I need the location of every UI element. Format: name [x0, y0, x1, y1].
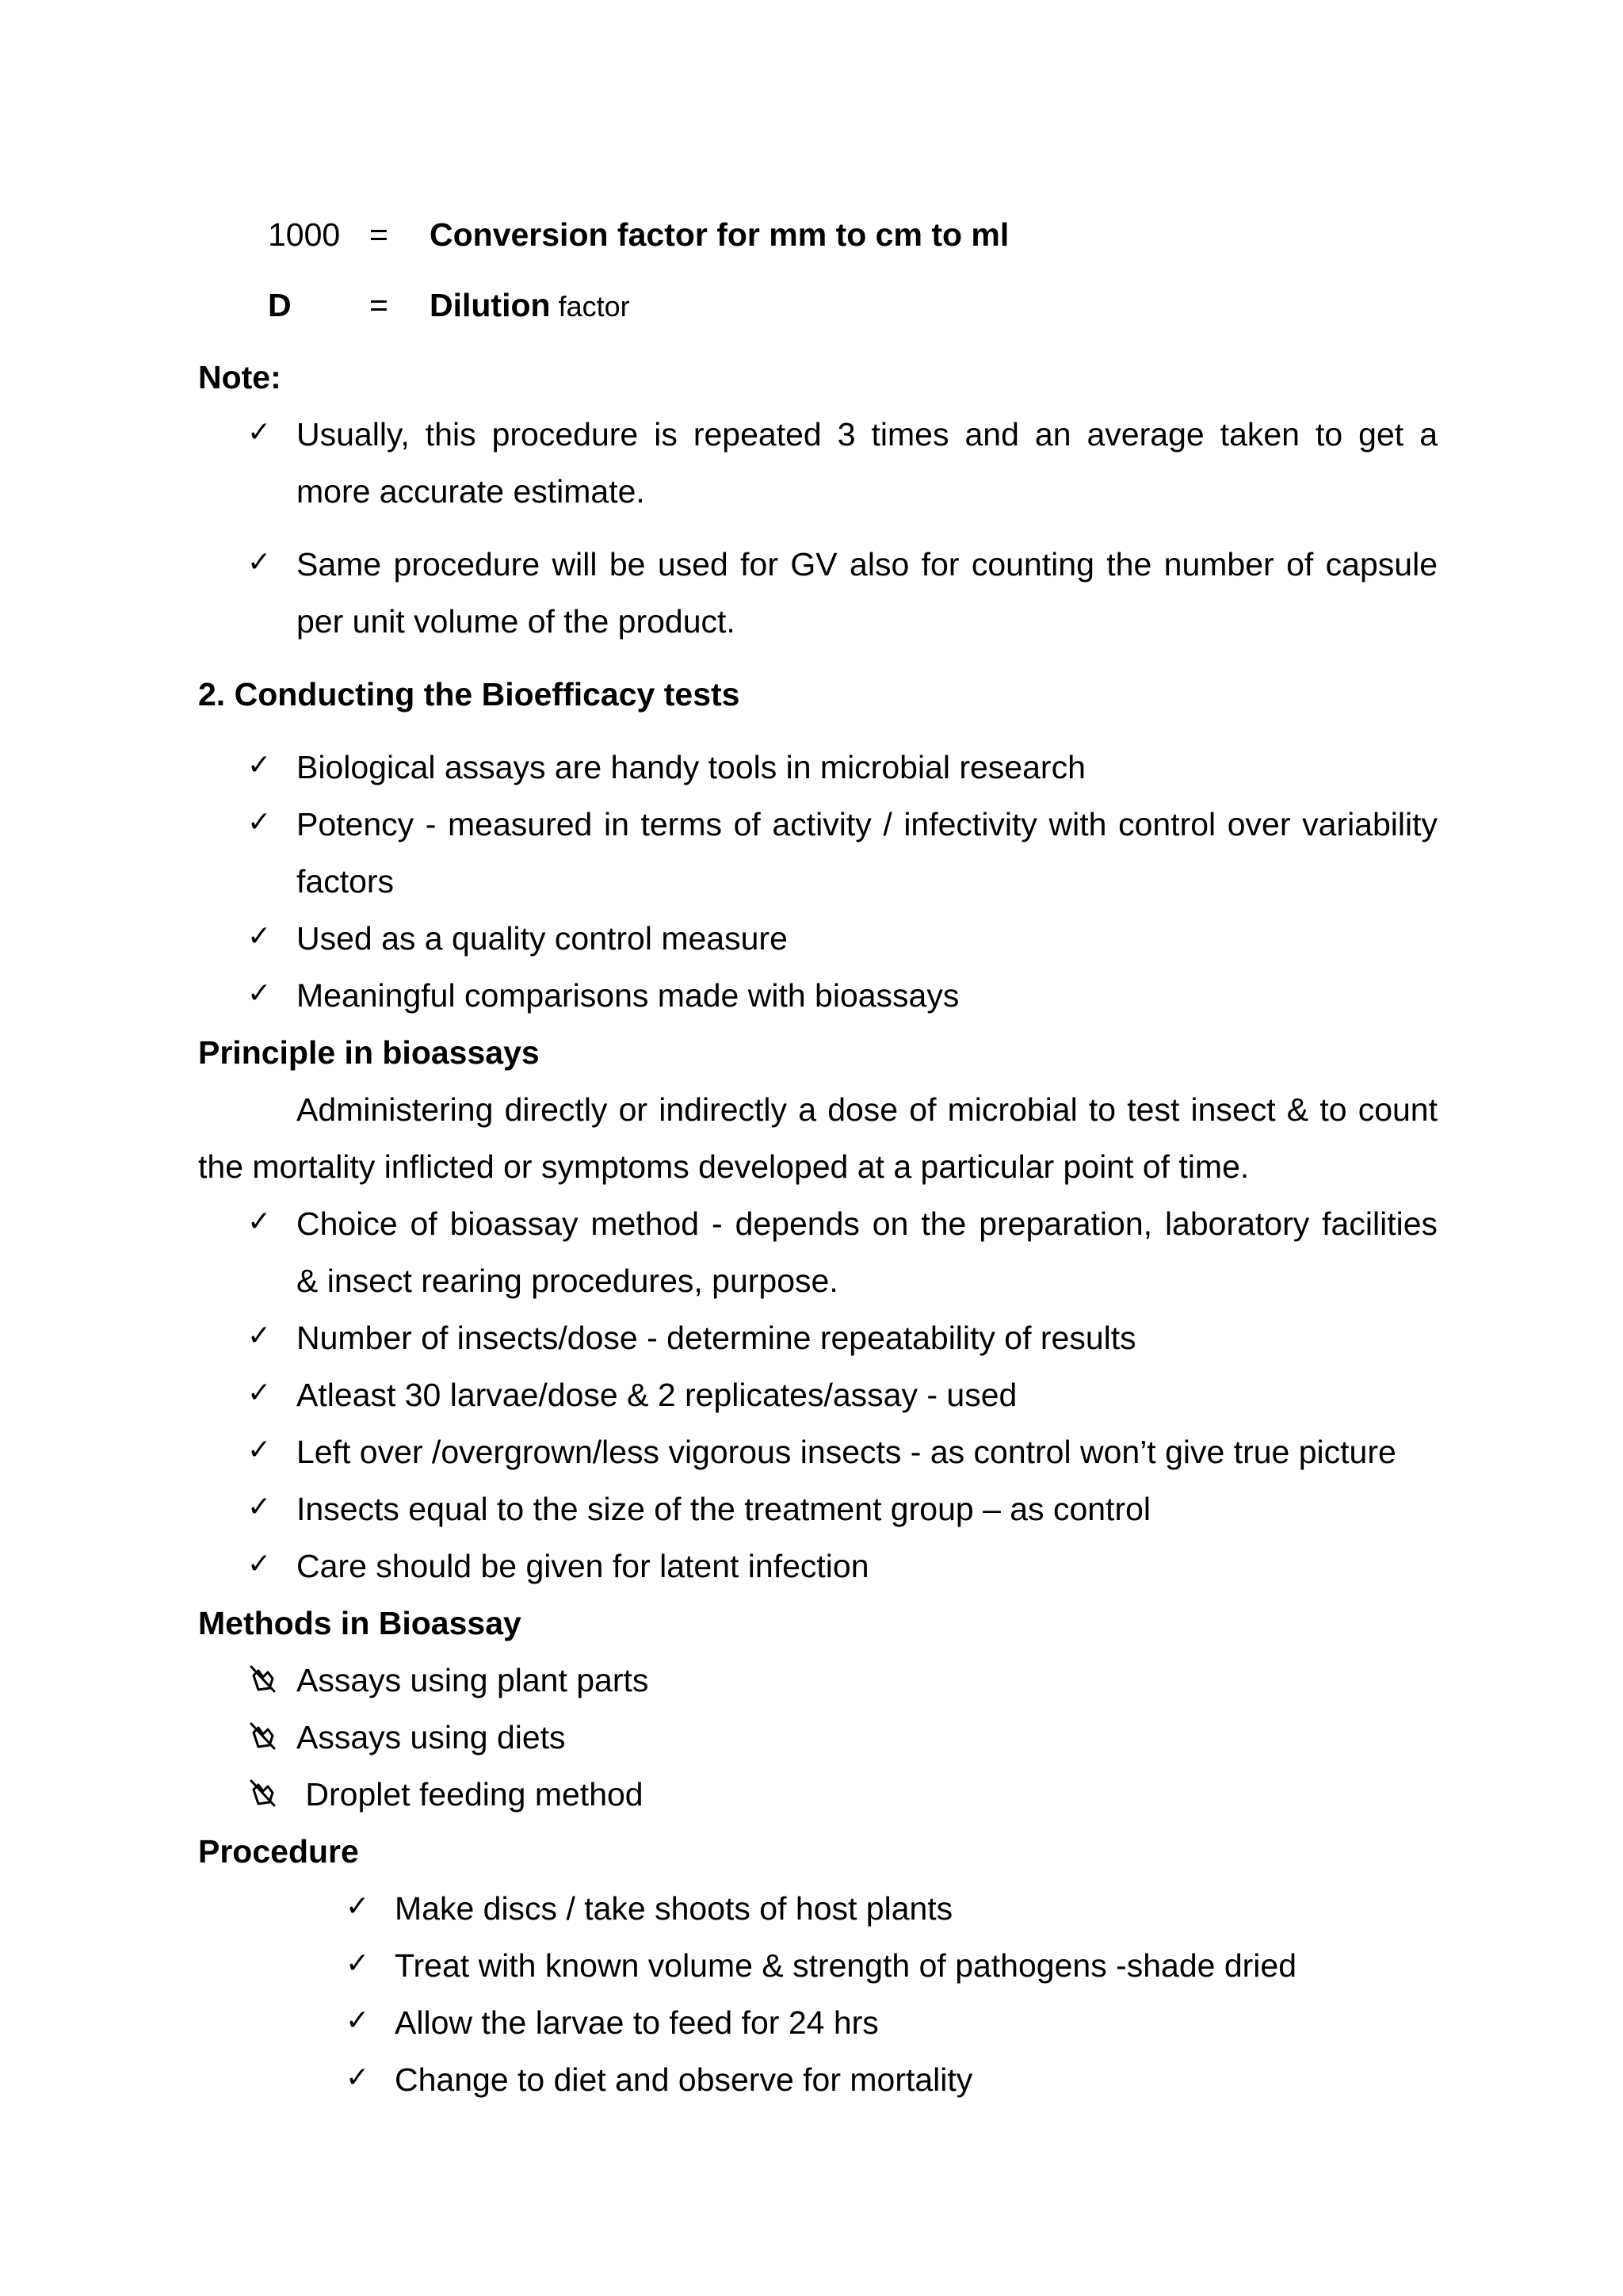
list-item-text: Assays using plant parts — [296, 1662, 649, 1698]
definition-desc-line — [430, 289, 630, 322]
check-icon: ✓ — [247, 1491, 272, 1523]
list-item-text: factors — [296, 863, 395, 900]
section-heading: Principle in bioassays — [198, 1034, 540, 1071]
list-item-text: Allow the larvae to feed for 24 hrs — [395, 2004, 879, 2041]
check-icon: ✓ — [247, 546, 272, 579]
definition-desc: Dilution — [430, 287, 551, 323]
list-item-text: & insect rearing procedures, purpose. — [296, 1263, 838, 1299]
list-item-text: Number of insects/dose - determine repeatability of results — [296, 1320, 1136, 1356]
check-icon: ✓ — [247, 1434, 272, 1466]
list-item-text: Assays using diets — [296, 1719, 566, 1755]
list-item-text: Care should be given for latent infection — [296, 1548, 869, 1584]
section-heading: Procedure — [198, 1833, 359, 1870]
list-item-text: more accurate estimate. — [296, 473, 645, 510]
check-icon: ✓ — [247, 806, 272, 839]
check-icon: ✓ — [247, 416, 272, 449]
check-icon: ✓ — [346, 1890, 370, 1923]
list-item-text: per unit volume of the product. — [296, 603, 735, 640]
check-icon: ✓ — [247, 1377, 272, 1409]
check-icon: ✓ — [247, 977, 272, 1010]
check-icon: ✓ — [247, 1320, 272, 1352]
definition-equals: = — [369, 216, 388, 253]
list-item-text: Potency - measured in terms of activity / infectivity with control over variability — [296, 806, 1438, 842]
definition-desc-suffix: factor — [550, 290, 630, 323]
check-icon: ✓ — [346, 1947, 370, 1980]
check-icon: ✓ — [247, 749, 272, 781]
list-item-text: Atleast 30 larvae/dose & 2 replicates/assay - used — [296, 1377, 1018, 1413]
definition-desc: Conversion factor for mm to cm to ml — [430, 216, 1010, 253]
list-item-text: Used as a quality control measure — [296, 920, 788, 957]
list-item-text: Biological assays are handy tools in microbial research — [296, 749, 1086, 785]
list-item-text: Choice of bioassay method - depends on the preparation, laboratory facilities — [296, 1205, 1438, 1242]
list-item-text: Droplet feeding method — [296, 1776, 643, 1813]
list-item-text: Treat with known volume & strength of pathogens -shade dried — [395, 1947, 1297, 1984]
check-icon: ✓ — [247, 920, 272, 953]
definition-symbol: D — [268, 287, 292, 323]
section-heading: 2. Conducting the Bioefficacy tests — [198, 676, 740, 712]
no-touch-hand-icon — [247, 1720, 279, 1752]
check-icon: ✓ — [247, 1548, 272, 1580]
definition-symbol: 1000 — [268, 216, 341, 253]
list-item-text: Same procedure will be used for GV also for counting the number of capsule — [296, 546, 1438, 583]
list-item-text: Left over /overgrown/less vigorous insects - as control won’t give true picture — [296, 1434, 1396, 1470]
definition-equals: = — [369, 287, 388, 323]
check-icon: ✓ — [247, 1205, 272, 1238]
paragraph-line: the mortality inflicted or symptoms developed at a particular point of time. — [198, 1148, 1250, 1185]
section-heading: Methods in Bioassay — [198, 1605, 521, 1641]
list-item-text: Make discs / take shoots of host plants — [395, 1890, 953, 1927]
check-icon: ✓ — [346, 2061, 370, 2094]
list-item-text: Usually, this procedure is repeated 3 times and an average taken to get a — [296, 416, 1438, 453]
list-item-text: Insects equal to the size of the treatment group – as control — [296, 1491, 1151, 1527]
check-icon: ✓ — [346, 2004, 370, 2037]
no-touch-hand-icon — [247, 1777, 279, 1809]
list-item-text: Change to diet and observe for mortality — [395, 2061, 973, 2098]
paragraph-line: Administering directly or indirectly a dose of microbial to test insect & to count — [296, 1091, 1438, 1128]
list-item-text: Meaningful comparisons made with bioassays — [296, 977, 960, 1014]
note-heading: Note: — [198, 359, 281, 395]
no-touch-hand-icon — [247, 1663, 279, 1694]
